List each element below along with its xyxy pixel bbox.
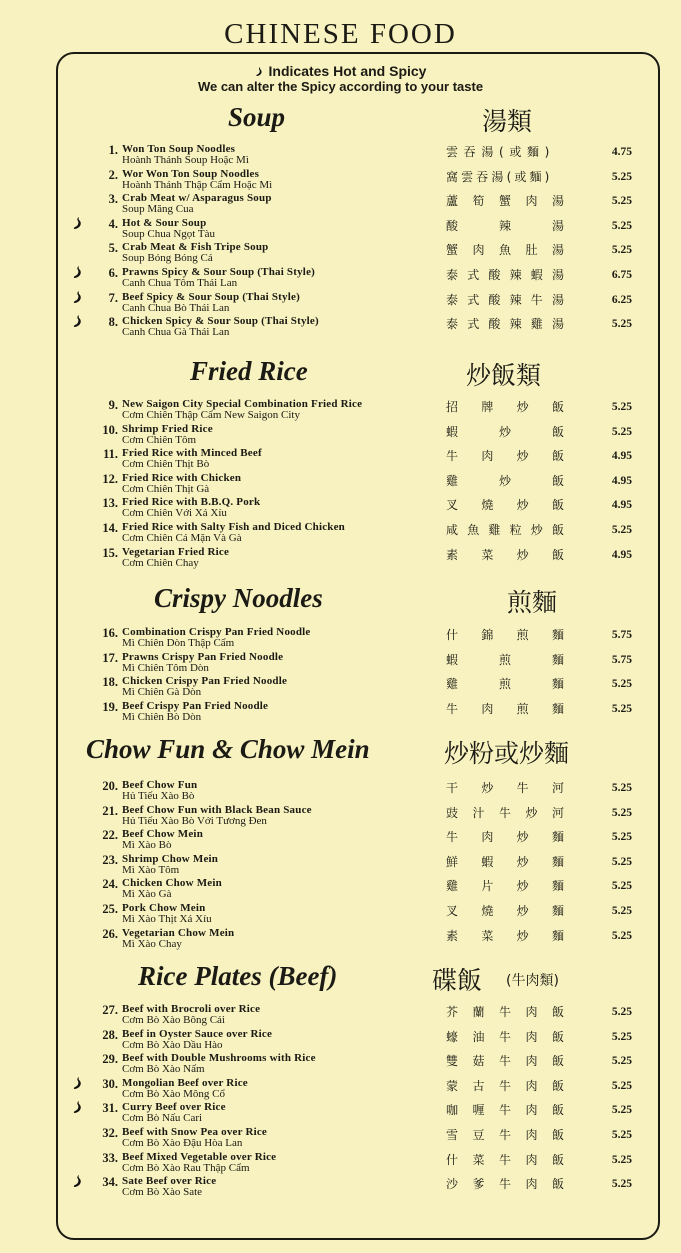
menu-item	[0, 804, 681, 828]
item-vietnamese-name: Mì Xào Gà	[122, 888, 172, 901]
item-name: Hot & Sour Soup	[122, 216, 207, 229]
item-number: 21.	[102, 803, 118, 818]
item-vietnamese-name: Canh Chua Bò Thái Lan	[122, 301, 230, 314]
item-vietnamese-name: Mì Chiên Tôm Dòn	[122, 661, 209, 674]
item-chinese-name: 雞炒飯	[446, 473, 606, 488]
item-name: Beef Chow Fun	[122, 779, 198, 791]
item-name: Curry Beef over Rice	[122, 1101, 226, 1114]
spicy-notice	[0, 63, 681, 79]
item-price: 5.25	[611, 678, 632, 691]
item-chinese-name: 素菜炒麵	[446, 928, 588, 943]
chili-pepper-icon	[72, 1100, 84, 1114]
item-chinese-name: 鮮蝦炒麵	[446, 854, 588, 869]
item-chinese-name: 雞片炒麵	[446, 879, 588, 894]
menu-item	[0, 626, 681, 650]
item-name: Beef in Oyster Sauce over Rice	[122, 1027, 273, 1040]
item-number: 7.	[108, 290, 118, 305]
item-name: Wor Won Ton Soup Noodles	[122, 167, 260, 180]
menu-item	[0, 927, 681, 951]
item-vietnamese-name: Mì Chiên Gà Dòn	[122, 686, 202, 699]
section-title-chinese: 碟飯	[432, 966, 483, 995]
menu-item	[0, 1028, 681, 1052]
item-name: Vegetarian Chow Mein	[122, 926, 235, 939]
menu-item	[0, 828, 681, 852]
item-price: 4.95	[611, 499, 632, 512]
menu-item	[0, 143, 681, 167]
item-price: 5.25	[611, 1079, 632, 1092]
item-price: 4.75	[611, 146, 632, 158]
item-chinese-name: 牛肉炒飯	[446, 449, 588, 464]
menu-item	[0, 241, 681, 265]
item-price: 5.25	[611, 1129, 632, 1141]
item-chinese-name: 干炒牛河	[446, 781, 588, 795]
item-vietnamese-name: Cơm Bò Nấu Cari	[122, 1112, 203, 1125]
item-name: Beef Spicy & Sour Soup (Thai Style)	[122, 290, 300, 303]
item-vietnamese-name: Cơm Bò Xào Nấm	[122, 1063, 205, 1076]
item-vietnamese-name: Cơm Bò Xào Sate	[122, 1186, 203, 1199]
item-price: 5.25	[611, 1055, 632, 1068]
item-vietnamese-name: Hoành Thánh Soup Hoặc Mì	[122, 154, 249, 166]
item-vietnamese-name: Cơm Bò Xào Mông Cổ	[122, 1087, 225, 1100]
item-name: Pork Chow Mein	[122, 902, 206, 914]
item-chinese-name: 蠔油牛肉飯	[446, 1029, 579, 1044]
item-number: 8.	[108, 315, 118, 330]
item-chinese-name: 雪豆牛肉飯	[446, 1128, 579, 1142]
item-name: Vegetarian Fried Rice	[122, 545, 230, 558]
item-price: 5.25	[611, 1178, 632, 1191]
item-vietnamese-name: Canh Chua Tôm Thái Lan	[122, 277, 238, 289]
item-number: 19.	[102, 699, 118, 714]
item-price: 5.25	[611, 318, 632, 331]
item-chinese-name: 蝦炒飯	[446, 424, 606, 439]
item-name: Mongolian Beef over Rice	[122, 1076, 248, 1089]
item-name: Prawns Crispy Pan Fried Noodle	[122, 650, 284, 663]
item-price: 5.75	[611, 629, 632, 641]
item-name: Shrimp Chow Mein	[122, 852, 219, 865]
section-title-chinese: 湯類	[482, 107, 533, 136]
item-number: 14.	[102, 521, 118, 535]
item-price: 5.25	[611, 219, 632, 232]
item-chinese-name: 牛肉煎麵	[446, 701, 588, 716]
item-name: Chicken Chow Mein	[122, 877, 222, 890]
item-vietnamese-name: Cơm Chiên Tôm	[122, 433, 197, 446]
item-name: Fried Rice with Chicken	[122, 471, 242, 484]
item-chinese-name: 素菜炒飯	[446, 547, 588, 562]
section-title-chinese: 炒飯類	[466, 361, 542, 390]
item-vietnamese-name: Cơm Chiên Thịt Bò	[122, 458, 210, 471]
menu-item	[0, 217, 681, 241]
menu-item	[0, 675, 681, 699]
chili-pepper-icon	[72, 216, 84, 230]
section-subtitle-chinese: (牛肉類)	[506, 973, 559, 989]
item-name: Beef with Snow Pea over Rice	[122, 1126, 268, 1138]
menu-item	[0, 1151, 681, 1175]
item-price: 5.25	[611, 929, 632, 942]
item-vietnamese-name: Canh Chua Gà Thái Lan	[122, 326, 230, 339]
item-chinese-name: 泰式酸辣蝦湯	[446, 268, 574, 282]
menu-item	[0, 521, 681, 545]
chili-pepper-icon	[72, 265, 84, 279]
item-vietnamese-name: Soup Bóng Bóng Cá	[122, 252, 213, 265]
item-name: Beef Crispy Pan Fried Noodle	[122, 699, 269, 712]
item-vietnamese-name: Cơm Chiên Chay	[122, 556, 199, 569]
section-header	[0, 583, 681, 617]
menu-item	[0, 291, 681, 315]
item-number: 3.	[108, 192, 118, 207]
item-vietnamese-name: Mì Xào Chay	[122, 937, 182, 950]
item-number: 13.	[102, 496, 118, 511]
item-vietnamese-name: Cơm Bò Xào Rau Thập Cẩm	[122, 1161, 250, 1174]
item-price: 5.25	[611, 1104, 632, 1117]
item-chinese-name: 咸魚雞粒炒飯	[446, 523, 574, 537]
item-price: 4.95	[611, 450, 632, 463]
section-title: Soup	[228, 102, 286, 132]
item-number: 4.	[108, 216, 118, 231]
item-name: Chicken Spicy & Sour Soup (Thai Style)	[122, 315, 319, 328]
chili-pepper-icon	[72, 314, 84, 328]
menu-item	[0, 902, 681, 926]
section-title: Crispy Noodles	[154, 583, 323, 613]
item-vietnamese-name: Hủ Tiếu Xào Bò	[122, 790, 195, 802]
item-vietnamese-name: Mì Chiên Bò Dòn	[122, 710, 202, 723]
item-number: 2.	[108, 167, 118, 182]
item-number: 30.	[102, 1076, 118, 1091]
item-vietnamese-name: Cơm Bò Xào Dầu Hào	[122, 1038, 223, 1051]
item-vietnamese-name: Mì Chiên Dòn Thập Cẩm	[122, 637, 235, 649]
item-price: 5.25	[611, 855, 632, 868]
item-number: 12.	[102, 471, 118, 486]
item-number: 6.	[108, 266, 118, 280]
item-number: 34.	[102, 1175, 118, 1190]
item-price: 5.25	[611, 1153, 632, 1166]
item-chinese-name: 叉燒炒麵	[446, 904, 588, 918]
item-number: 23.	[102, 852, 118, 867]
item-price: 5.25	[611, 806, 632, 819]
section-header	[0, 356, 681, 390]
page-title: CHINESE FOOD	[224, 18, 457, 50]
item-vietnamese-name: Hủ Tiếu Xào Bò Với Tương Đen	[122, 814, 267, 827]
item-vietnamese-name: Hoành Thánh Thập Cẩm Hoặc Mì	[122, 178, 273, 191]
item-number: 11.	[103, 447, 118, 462]
item-name: Prawns Spicy & Sour Soup (Thai Style)	[122, 266, 316, 278]
menu-item	[0, 496, 681, 520]
item-name: Fried Rice with B.B.Q. Pork	[122, 496, 261, 509]
item-chinese-name: 咖喱牛肉飯	[446, 1103, 579, 1118]
item-vietnamese-name: Mì Xào Bò	[122, 839, 172, 852]
section-title-chinese: 炒粉或炒麵	[444, 739, 570, 768]
menu-item	[0, 472, 681, 496]
item-chinese-name: 招牌炒飯	[446, 400, 588, 414]
item-name: Won Ton Soup Noodles	[122, 143, 236, 155]
item-name: Sate Beef over Rice	[122, 1175, 217, 1188]
item-number: 1.	[108, 143, 118, 157]
menu-item	[0, 1175, 681, 1199]
item-number: 25.	[102, 902, 118, 916]
section-title: Fried Rice	[190, 356, 308, 386]
item-number: 17.	[102, 650, 118, 665]
spicy-notice-text: Indicates Hot and Spicy	[268, 63, 427, 79]
menu-item	[0, 192, 681, 216]
item-name: Shrimp Fried Rice	[122, 422, 213, 435]
menu-item	[0, 700, 681, 724]
item-vietnamese-name: Soup Chua Ngọt Tàu	[122, 227, 215, 240]
item-chinese-name: 窩雲吞湯(或麵)	[446, 169, 553, 184]
item-price: 5.25	[611, 401, 632, 413]
item-vietnamese-name: Mì Xào Thịt Xá Xíu	[122, 913, 212, 925]
item-chinese-name: 豉汁牛炒河	[446, 805, 579, 820]
item-number: 33.	[102, 1150, 118, 1165]
item-vietnamese-name: Cơm Chiên Cá Mặn Và Gà	[122, 532, 242, 544]
item-vietnamese-name: Cơm Chiên Với Xá Xíu	[122, 507, 227, 520]
item-number: 31.	[102, 1101, 118, 1116]
item-price: 6.25	[611, 293, 632, 306]
item-number: 24.	[102, 877, 118, 892]
item-chinese-name: 泰式酸辣雞湯	[446, 317, 574, 332]
item-chinese-name: 什菜牛肉飯	[446, 1152, 579, 1167]
menu-item	[0, 1003, 681, 1027]
item-chinese-name: 雲吞湯(或麵)	[446, 145, 556, 159]
item-name: New Saigon City Special Combination Fried Rice	[122, 398, 363, 410]
item-vietnamese-name: Cơm Chiên Thịt Gà	[122, 482, 210, 495]
menu-item	[0, 1126, 681, 1150]
item-chinese-name: 蒙古牛肉飯	[446, 1078, 579, 1093]
item-price: 5.25	[611, 905, 632, 917]
item-name: Beef Chow Mein	[122, 828, 204, 841]
item-price: 5.25	[611, 524, 632, 536]
section-title-chinese: 煎麵	[507, 588, 558, 617]
item-name: Beef with Double Mushrooms with Rice	[122, 1052, 316, 1065]
section-title: Rice Plates (Beef)	[138, 961, 338, 991]
item-price: 5.25	[611, 1006, 632, 1018]
item-number: 9.	[108, 398, 118, 412]
menu-item	[0, 168, 681, 192]
item-chinese-name: 沙爹牛肉飯	[446, 1177, 579, 1192]
item-chinese-name: 叉燒炒飯	[446, 498, 588, 513]
item-chinese-name: 雞煎麵	[446, 677, 606, 692]
chili-pepper-icon	[255, 66, 264, 77]
item-number: 27.	[102, 1003, 118, 1017]
item-chinese-name: 蟹肉魚肚湯	[446, 243, 579, 258]
section-header	[0, 102, 681, 136]
item-name: Beef Mixed Vegetable over Rice	[122, 1150, 277, 1163]
item-name: Beef with Brocroli over Rice	[122, 1003, 261, 1015]
item-price: 5.25	[611, 195, 632, 208]
item-number: 18.	[102, 675, 118, 690]
item-chinese-name: 蘆筍蟹肉湯	[446, 194, 579, 209]
item-price: 5.25	[611, 244, 632, 257]
item-price: 4.95	[611, 474, 632, 487]
menu-item	[0, 423, 681, 447]
item-chinese-name: 泰式酸辣牛湯	[446, 292, 574, 307]
spicy-note: We can alter the Spicy according to your taste	[197, 79, 484, 94]
item-price: 5.75	[611, 653, 632, 666]
menu-item	[0, 779, 681, 803]
section-header	[0, 961, 681, 995]
item-name: Crab Meat w/ Asparagus Soup	[122, 192, 272, 205]
item-vietnamese-name: Cơm Bò Xào Đậu Hòa Lan	[122, 1137, 243, 1149]
menu-item	[0, 1101, 681, 1125]
item-vietnamese-name: Cơm Bò Xào Bông Cải	[122, 1014, 225, 1026]
item-chinese-name: 芥蘭牛肉飯	[446, 1005, 579, 1019]
item-number: 15.	[102, 545, 118, 560]
menu-item	[0, 1052, 681, 1076]
menu-item	[0, 877, 681, 901]
item-number: 5.	[108, 241, 118, 256]
item-name: Combination Crispy Pan Fried Noodle	[122, 626, 311, 638]
item-price: 6.75	[611, 269, 632, 281]
item-price: 5.25	[611, 782, 632, 794]
menu-item	[0, 315, 681, 339]
item-name: Beef Chow Fun with Black Bean Sauce	[122, 803, 312, 816]
item-number: 16.	[102, 626, 118, 640]
menu-item	[0, 266, 681, 290]
menu-item	[0, 447, 681, 471]
item-price: 5.25	[611, 831, 632, 844]
menu-item	[0, 1077, 681, 1101]
item-chinese-name: 牛肉炒麵	[446, 830, 588, 845]
item-number: 32.	[102, 1126, 118, 1140]
item-name: Crab Meat & Fish Tripe Soup	[122, 241, 269, 254]
menu-item	[0, 398, 681, 422]
chili-pepper-icon	[72, 290, 84, 304]
section-header	[0, 734, 681, 768]
menu-item	[0, 546, 681, 570]
item-chinese-name: 雙菇牛肉飯	[446, 1054, 579, 1069]
menu-item	[0, 853, 681, 877]
item-name: Fried Rice with Minced Beef	[122, 447, 262, 460]
item-vietnamese-name: Mì Xào Tôm	[122, 863, 180, 876]
chili-pepper-icon	[72, 1076, 84, 1090]
item-price: 5.25	[611, 702, 632, 715]
item-number: 28.	[102, 1027, 118, 1042]
section-title: Chow Fun & Chow Mein	[86, 734, 370, 764]
item-price: 5.25	[611, 880, 632, 893]
item-name: Fried Rice with Salty Fish and Diced Chicken	[122, 521, 345, 533]
menu-item	[0, 651, 681, 675]
item-chinese-name: 什錦煎麵	[446, 628, 588, 642]
item-number: 26.	[102, 926, 118, 941]
item-number: 10.	[102, 422, 118, 437]
item-price: 5.25	[611, 170, 632, 183]
item-price: 5.25	[611, 425, 632, 438]
item-number: 22.	[102, 828, 118, 843]
item-chinese-name: 酸辣湯	[446, 218, 606, 233]
item-name: Chicken Crispy Pan Fried Noodle	[122, 675, 288, 688]
item-number: 29.	[102, 1052, 118, 1067]
item-number: 20.	[102, 779, 118, 793]
item-chinese-name: 蝦煎麵	[446, 652, 606, 667]
chili-pepper-icon	[72, 1174, 84, 1188]
item-vietnamese-name: Soup Măng Cua	[122, 203, 194, 216]
item-price: 5.25	[611, 1030, 632, 1043]
item-price: 4.95	[611, 548, 632, 561]
item-vietnamese-name: Cơm Chiên Thập Cẩm New Saigon City	[122, 409, 300, 421]
